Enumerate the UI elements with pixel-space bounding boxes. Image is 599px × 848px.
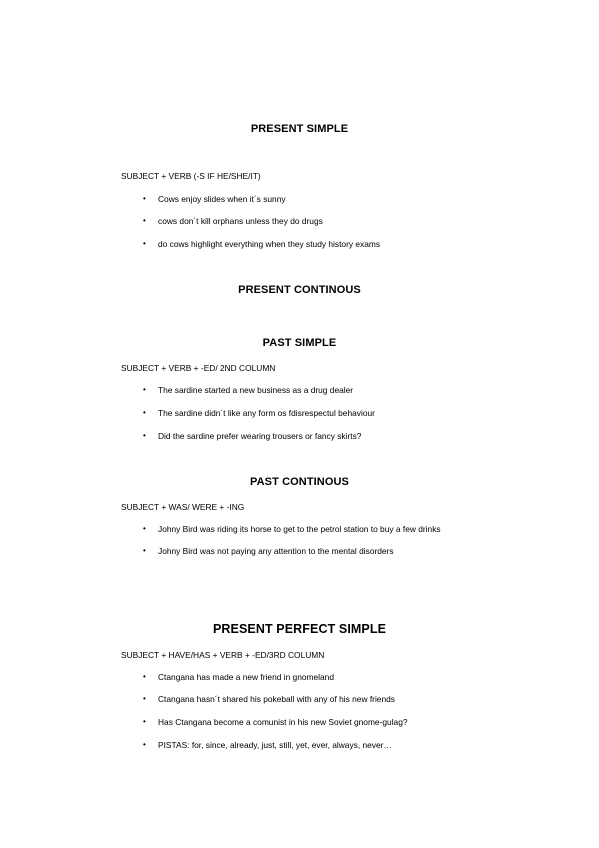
bullet-icon: • [143,385,146,394]
formula-present-simple: SUBJECT + VERB (-S IF HE/SHE/IT) [121,171,261,181]
bullet-icon: • [143,216,146,225]
list-item-text: do cows highlight everything when they study history exams [158,239,381,249]
section-title-present-perfect-simple: PRESENT PERFECT SIMPLE [212,622,387,636]
list-item-text: Has Ctangana become a comunist in his new Soviet gnome-gulag? [158,717,408,727]
section-title-present-continous: PRESENT CONTINOUS [238,284,361,296]
bullet-icon: • [143,694,146,703]
bullet-icon: • [143,408,146,417]
bullet-icon: • [143,524,146,533]
bullet-icon: • [143,717,146,726]
list-item-text: The sardine started a new business as a drug dealer [158,385,354,395]
bullet-icon: • [143,546,146,555]
section-title-past-simple: PAST SIMPLE [262,337,337,349]
bullet-icon: • [143,194,146,203]
formula-present-perfect-simple: SUBJECT + HAVE/HAS + VERB + -ED/3RD COLUMN [121,650,325,660]
list-item-text: Ctangana has made a new friend in gnomeland [158,672,334,682]
formula-past-simple: SUBJECT + VERB + -ED/ 2ND COLUMN [121,363,276,373]
bullet-icon: • [143,431,146,440]
list-item-text: Ctangana hasn´t shared his pokeball with any of his new friends [158,694,395,704]
section-title-past-continous: PAST CONTINOUS [250,476,349,488]
list-item-text: Did the sardine prefer wearing trousers or fancy skirts? [158,431,362,441]
list-item-text: cows don´t kill orphans unless they do drugs [158,216,323,226]
list-item-text: Cows enjoy slides when it´s sunny [158,194,286,204]
section-title-present-simple: PRESENT SIMPLE [250,123,349,135]
list-item-text: Johny Bird was not paying any attention to the mental disorders [158,546,394,556]
list-item-text: Johny Bird was riding its horse to get to the petrol station to buy a few drinks [158,524,441,534]
bullet-icon: • [143,740,146,749]
formula-past-continous: SUBJECT + WAS/ WERE + -ING [121,502,245,512]
list-item-text: PISTAS: for, since, already, just, still, yet, ever, always, never… [158,740,392,750]
list-item-text: The sardine didn´t like any form os fdisrespectul behaviour [158,408,375,418]
bullet-icon: • [143,239,146,248]
bullet-icon: • [143,672,146,681]
